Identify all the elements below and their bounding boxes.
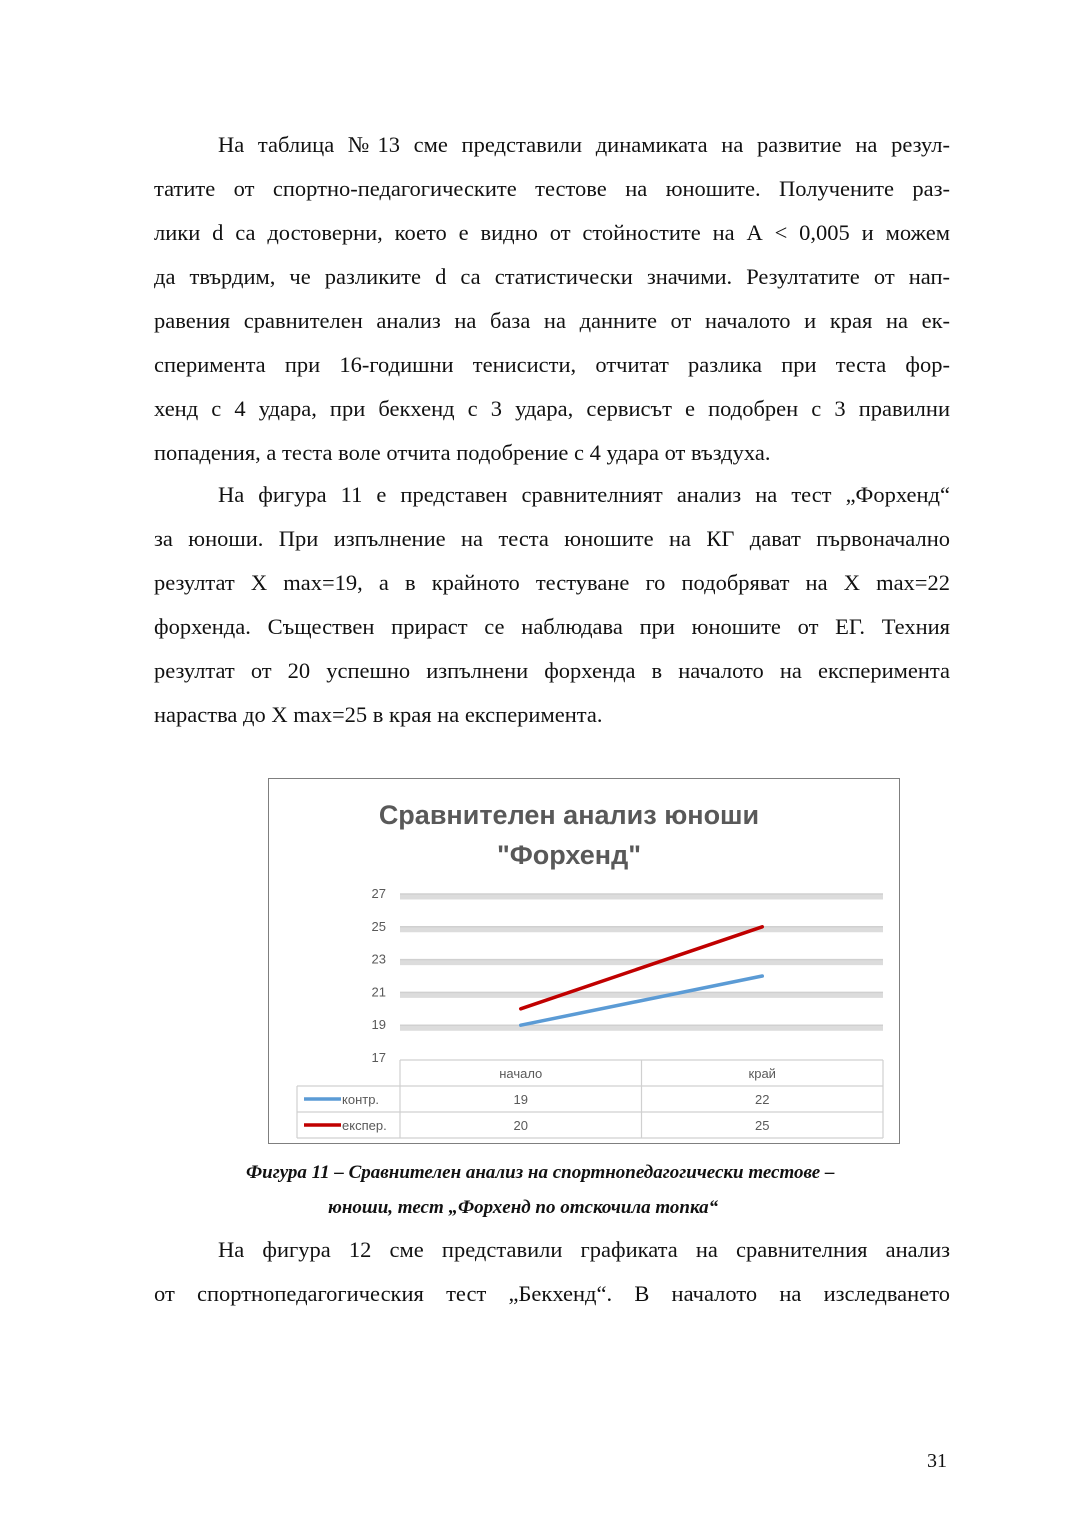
chart-title-line-1: Сравнителен анализ юноши <box>378 800 760 830</box>
text-line: лики d са достоверни, което е видно от стойностите на А < 0,005 и можем <box>154 220 950 245</box>
text-line: На фигура 11 е представен сравнителният анализ на тест „Форхенд“ <box>218 482 950 507</box>
text-line: На фигура 12 сме представили графиката на сравнителния анализ <box>218 1237 950 1262</box>
y-tick-label: 23 <box>371 951 386 967</box>
legend-label: контр. <box>342 1092 380 1107</box>
legend-label: експер. <box>342 1118 387 1133</box>
x-category-label: начало <box>499 1066 543 1081</box>
paragraph-3 <box>154 1228 950 1316</box>
figure-caption-line-1: Фигура 11 – Сравнителен анализ на спортнопедагогически тестове – <box>246 1162 835 1183</box>
data-label: 25 <box>755 1118 770 1133</box>
y-tick-label: 19 <box>371 1017 386 1033</box>
figure-11-chart <box>268 778 900 1144</box>
text-line: да твърдим, че разликите d са статистически значими. Резултатите от нап- <box>154 264 950 289</box>
chart-canvas <box>269 779 901 1145</box>
text-line: хенд с 4 удара, при бекхенд с 3 удара, сервисът е подобрен с 3 правилни <box>154 396 950 421</box>
text-line: попадения, а теста воле отчита подобрение с 4 удара от въздуха. <box>154 440 771 465</box>
text-line: форхенда. Съществен прираст се наблюдава при юношите от ЕГ. Техния <box>154 614 950 639</box>
y-tick-label: 17 <box>371 1050 386 1065</box>
series-line-control <box>521 976 763 1025</box>
page-number: 31 <box>927 1450 947 1472</box>
text-line: сперимента при 16-годишни тенисисти, отчитат разлика при теста фор- <box>154 352 950 377</box>
x-category-label: край <box>748 1066 776 1081</box>
y-tick-label: 27 <box>371 886 386 901</box>
text-line: резултат X max=19, а в крайното тестуване го подобряват на X max=22 <box>154 570 950 595</box>
text-line: за юноши. При изпълнение на теста юношите на КГ дават първоначално <box>154 526 950 551</box>
text-line: резултат от 20 успешно изпълнени форхенда в началото на експеримента <box>154 658 950 683</box>
chart-title-line-2: "Форхенд" <box>496 840 642 870</box>
figure-caption-line-2: юноши, тест „Форхенд по отскочила топка“ <box>328 1197 719 1218</box>
data-label: 22 <box>755 1092 770 1107</box>
y-tick-label: 25 <box>371 918 386 934</box>
data-label: 20 <box>513 1118 528 1133</box>
paragraph-2 <box>154 473 950 737</box>
paragraph-1 <box>154 123 950 475</box>
y-tick-label: 21 <box>371 984 386 1000</box>
text-line: от спортнопедагогическия тест „Бекхенд“. В началото на изследването <box>154 1281 950 1306</box>
text-line: нараства до X max=25 в края на експеримента. <box>154 702 603 727</box>
text-line: татите от спортно-педагогическите тестове на юношите. Получените раз- <box>154 176 950 201</box>
data-label: 19 <box>513 1092 528 1107</box>
text-line: На таблица №13 сме представили динамиката на развитие на резул- <box>218 132 950 157</box>
text-line: равения сравнителен анализ на база на данните от началото и края на ек- <box>154 308 950 333</box>
